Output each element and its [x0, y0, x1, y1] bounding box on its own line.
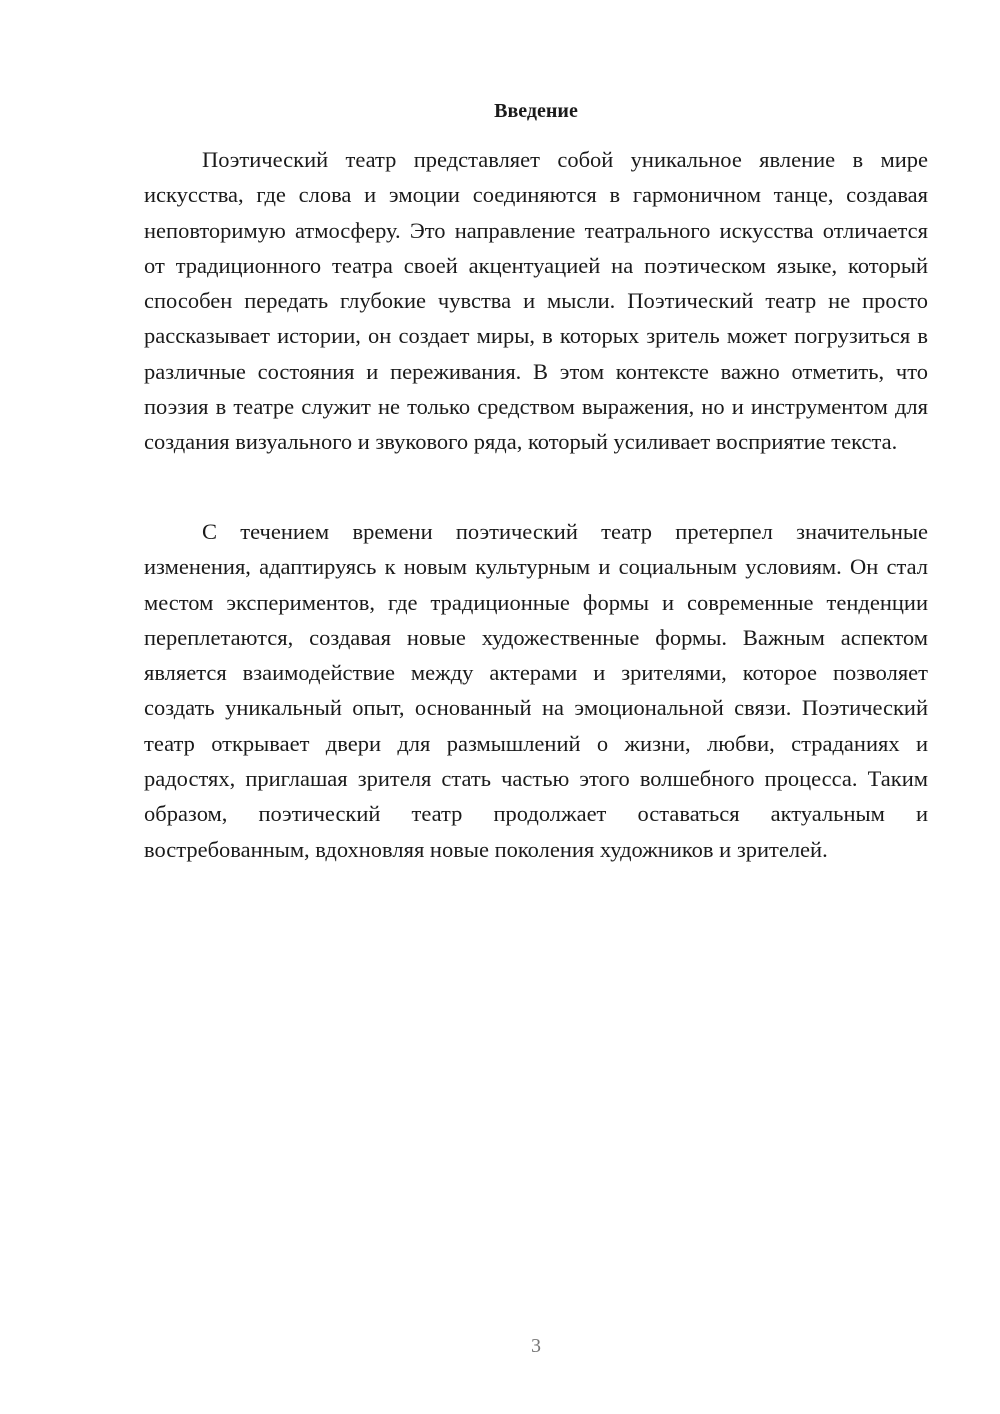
page-number: 3 — [531, 1335, 541, 1357]
paragraph-evolution: С течением времени поэтический театр претерпел значительные изменения, адаптируясь к новым культурным и социальным условиям. Он стал местом экспериментов, где традиционные формы и современные тенденции переплетаются, создавая новые художественные формы. Важным аспектом является взаимодействие между актерами и зрителями, которое позволяет создать уникальный опыт, основанный на эмоциональной связи. Поэтический театр открывает двери для размышлений о жизни, любви, страданиях и радостях, приглашая зрителя стать частью этого волшебного процесса. Таким образом, поэтический театр продолжает оставаться актуальным и востребованным, вдохновляя новые поколения художников и зрителей. — [144, 519, 928, 862]
paragraph-intro: Поэтический театр представляет собой уникальное явление в мире искусства, где слова и эмоции соединяются в гармоничном танце, создавая неповторимую атмосферу. Это направление театрального искусства отличается от традиционного театра своей акцентуацией на поэтическом языке, который способен передать глубокие чувства и мысли. Поэтический театр не просто рассказывает истории, он создает миры, в которых зритель может погрузиться в различные состояния и переживания. В этом контексте важно отметить, что поэзия в театре служит не только средством выражения, но и инструментом для создания визуального и звукового ряда, который усиливает восприятие текста. — [144, 147, 928, 455]
section-heading: Введение — [494, 100, 578, 122]
